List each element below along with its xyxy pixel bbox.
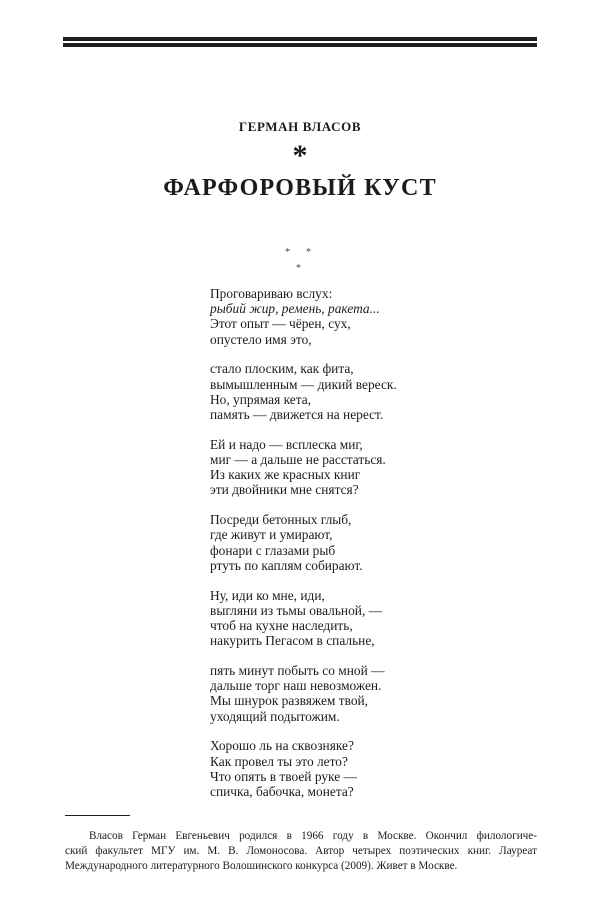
stanza: [210, 738, 450, 799]
stanza: [210, 663, 450, 724]
footnote-line: Власов Герман Евгеньевич родился в 1966 году в Москве. Окончил филологиче-: [89, 830, 537, 842]
stanza: [210, 361, 450, 422]
footnote-separator: [65, 815, 130, 816]
poem-line: Но, упрямая кета,: [210, 391, 312, 407]
stanza: [210, 286, 450, 347]
poem-line: стало плоским, как фита,: [210, 361, 354, 377]
poem-line: Ну, иди ко мне, иди,: [210, 587, 325, 603]
header-double-rule-bottom: [63, 43, 537, 47]
poem-line: Посреди бетонных глыб,: [210, 512, 352, 528]
poem-line: ртуть по каплям собирают.: [210, 557, 363, 573]
poem-line: спичка, бабочка, монета?: [210, 784, 354, 800]
poem-line-italic: рыбий жир, ремень, ракета...: [210, 301, 380, 317]
poem-line: Ей и надо — всплеска миг,: [210, 436, 363, 452]
poem-line: пять минут побыть со мной —: [210, 663, 385, 679]
author-name: ГЕРМАН ВЛАСОВ: [238, 119, 362, 134]
poem-line: уходящий подытожим.: [210, 708, 340, 724]
asterism-divider: [280, 246, 320, 276]
poem-body: [210, 286, 450, 814]
asterisk-icon: *: [285, 247, 290, 258]
asterisk-icon: *: [296, 263, 301, 274]
poem-line: чтоб на кухне наследить,: [210, 618, 353, 634]
author-bio-footnote: [65, 829, 537, 874]
poem-line: накурить Пегасом в спальне,: [210, 633, 375, 649]
poem-line: выгляни из тьмы овальной, —: [210, 602, 383, 618]
stanza: [210, 512, 450, 573]
poem-line: Как провел ты это лето?: [210, 753, 348, 769]
poem-line: память — движется на нерест.: [210, 407, 384, 423]
poem-line: где живут и умирают,: [210, 527, 333, 543]
poem-line: миг — а дальше не расстаться.: [210, 452, 386, 468]
poem-line: Мы шнурок развяжем твой,: [210, 693, 369, 709]
poem-line: Проговариваю вслух:: [210, 286, 333, 301]
poem-line: Что опять в твоей руке —: [210, 768, 357, 784]
poem-line: фонари с глазами рыб: [210, 542, 336, 558]
footnote-line: ский факультет МГУ им. М. В. Ломоносова. Автор четырех поэтических книг. Лауреат: [65, 845, 537, 857]
asterisk-ornament-icon: *: [292, 139, 308, 172]
stanza: [210, 588, 450, 649]
poem-line: Хорошо ль на сквозняке?: [210, 738, 354, 754]
asterisk-icon: *: [306, 247, 311, 258]
poem-line: дальше торг наш невозможен.: [210, 678, 382, 694]
footnote-line: Международного литературного Волошинского конкурса (2009). Живет в Москве.: [65, 860, 458, 872]
poem-line: Этот опыт — чёрен, сух,: [210, 316, 351, 332]
stanza: [210, 437, 450, 498]
poem-line: опустело имя это,: [210, 331, 312, 347]
poem-line: эти двойники мне снятся?: [210, 482, 359, 498]
poem-line: вымышленным — дикий вереск.: [210, 376, 397, 392]
poem-line: Из каких же красных книг: [210, 467, 361, 483]
poem-cycle-title: ФАРФОРОВЫЙ КУСТ: [163, 175, 437, 201]
header-double-rule-top: [63, 37, 537, 41]
